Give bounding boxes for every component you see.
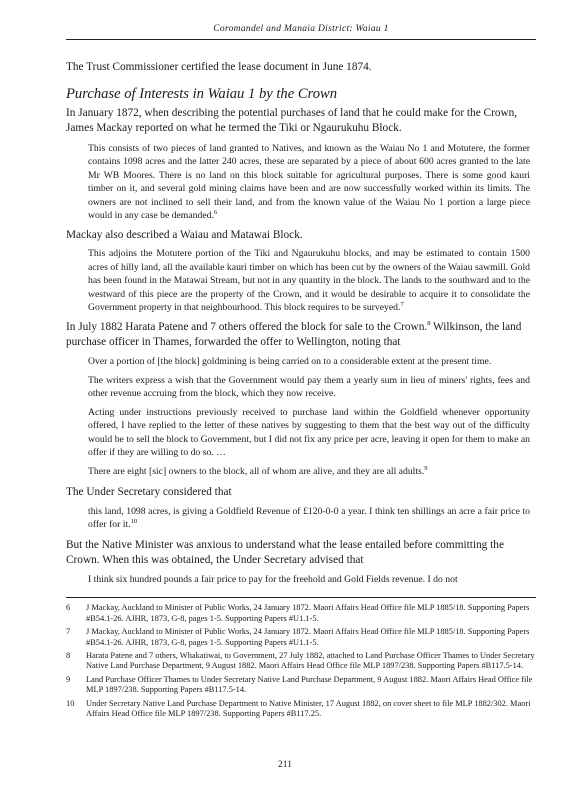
quote-3a: Over a portion of [the block] goldmining is being carried on to a considerable extent at the present time. [88, 356, 492, 368]
paragraph-3-text-b: Wilkinson, the land purchase officer in Thames, forwarded the offer to Wellington, noting that [66, 320, 522, 349]
paragraph-1: In January 1872, when describing the potential purchases of land that he could make for the Crown, James Mackay reported on what he termed the Tiki or Ngaurukuhu Block. [66, 106, 518, 135]
quote-3b: The writers express a wish that the Government would pay them a yearly sum in lieu of miners' rights, fees and other revenue accruing from the block, which they now receive. [88, 374, 530, 400]
footnote-number: 10 [66, 698, 75, 708]
footnotes [66, 603, 536, 719]
footnote-text: J Mackay, Auckland to Minister of Public Works, 24 January 1872. Maori Affairs Head Office file MLP 1885/18. Supporting Papers #B54.1-26. AJHR, 1873, G-8, pages 1-5. Supporting Papers #U1.1-5. [86, 603, 530, 623]
running-head: Coromandel and Manaia District: Waiau 1 [213, 24, 389, 34]
footnote-number: 9 [66, 674, 71, 684]
intro-paragraph: The Trust Commissioner certified the lease document in June 1874. [66, 61, 372, 73]
footnote-ref-8: 8 [427, 320, 431, 328]
quote-2-text: This adjoins the Motutere portion of the Tiki and Ngaurukuhu blocks, and may be estimated to contain 1500 acres of hilly land, all the available kauri timber on which has been cut by the owners of the Waiau sawmill. Gold has been found in the Matawai Stream, but not in any quantity in the block. The lands to the southward and to the westward of this piece are the property of the Crown, and it would be desirable to acquire it to consolidate the Government property in that neighbourhood. This block requires to be surveyed. [88, 248, 530, 314]
quote-2 [88, 247, 530, 315]
footnote [66, 699, 536, 720]
quote-5: I think six hundred pounds a fair price to pay for the freehold and Gold Fields revenue. I do not [88, 573, 458, 585]
footnote-text: Harata Patene and 7 others, Whakatiwai, to Government, 27 July 1882, attached to Land Purchase Officer Thames to Under Secretary Native Land Purchase Department, 9 August 1882. Maori Affairs Head Office file MLP 1897/238. Supporting Papers #B117.5-14. [86, 650, 535, 671]
footnote [66, 651, 536, 672]
footnote-number: 6 [66, 603, 71, 613]
quote-1 [88, 142, 530, 223]
footnote [66, 675, 536, 696]
footnote-ref-7: 7 [400, 301, 404, 309]
paragraph-3 [66, 320, 536, 351]
footnote [66, 603, 536, 624]
footnote-text: J Mackay, Auckland to Minister of Public Works, 24 January 1872. Maori Affairs Head Office file MLP 1885/18. Supporting Papers #B54.1-26. AJHR, 1873, G-8, pages 1-5. Supporting Papers #U1.1-5. [86, 627, 530, 647]
quote-3d [88, 465, 530, 479]
paragraph-3-text-a: In July 1882 Harata Patene and 7 others offered the block for sale to the Crown. [66, 320, 428, 333]
footnote-number: 7 [66, 627, 71, 637]
header-rule [66, 39, 536, 40]
footnote-text: Under Secretary Native Land Purchase Department to Native Minister, 17 August 1882, on cover sheet to file MLP 1882/302. Maori Affairs Head Office file MLP 1897/238. Supporting Papers #B117.25. [86, 698, 531, 718]
footnote-ref-10: 10 [130, 517, 138, 525]
footnote-ref-6: 6 [213, 209, 218, 217]
paragraph-4: The Under Secretary considered that [66, 486, 232, 499]
quote-4 [88, 505, 530, 532]
section-heading: Purchase of Interests in Waiau 1 by the Crown [66, 85, 338, 102]
quote-4-text: this land, 1098 acres, is giving a Goldfield Revenue of £120-0-0 a year. I think ten shillings an acre a fair price to offer for it. [88, 505, 530, 531]
footnote-text: Land Purchase Officer Thames to Under Secretary Native Land Purchase Department, 9 August 1882. Maori Affairs Head Office file MLP 1897/238. Supporting Papers #B117.5-14. [86, 674, 533, 695]
footnote-ref-9: 9 [424, 464, 428, 472]
page-number: 211 [278, 760, 292, 770]
quote-1-text: This consists of two pieces of land granted to Natives, and known as the Waiau No 1 and Motutere, the former contains 1098 acres and the latter 240 acres, these are separated by a piece of about 600 acres granted to the late Mr WB Moores. There is no land on this block suitable for agricultural purposes. There is some good kauri timber on it, and several gold mining claims have been and are now successfully worked within its limits. The owners are not inclined to sell their land, and from the known value of the Waiau No 1 portion a large piece would in any case be demanded. [88, 142, 530, 222]
paragraph-5: But the Native Minister was anxious to understand what the lease entailed before committing the Crown. When this was obtained, the Under Secretary advised that [66, 538, 504, 567]
footnote-number: 8 [66, 650, 71, 660]
footnote-rule [66, 597, 536, 598]
quote-3c: Acting under instructions previously received to purchase land within the Goldfield whenever opportunity offered, I have replied to the letter of these natives by suggesting to them that the best way out of the difficulty would be to sell the block to Government, but I did not fix any price per acre, leaving it open for them to make an offer if they are willing to do so. … [88, 406, 530, 459]
footnote [66, 627, 536, 648]
quote-3d-text: There are eight [sic] owners to the block, all of whom are alive, and they are all adults. [88, 465, 425, 477]
page [66, 24, 536, 719]
paragraph-2: Mackay also described a Waiau and Matawai Block. [66, 228, 303, 241]
